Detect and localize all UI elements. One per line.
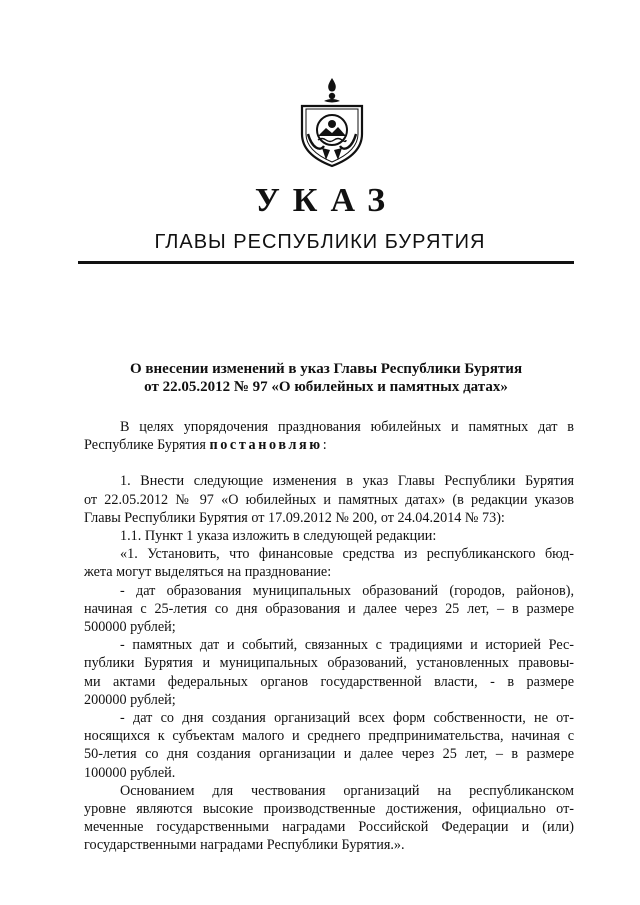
body-line: 500000 рублей;: [84, 619, 176, 636]
body-line: публики Бурятия и муниципальных образований, установленных правовы-: [84, 655, 574, 672]
body-line: государственными наградами Республики Бурятия.».: [84, 837, 405, 854]
body-line: от 22.05.2012 № 97 «О юбилейных и памятных датах» (в редакции указов: [84, 491, 574, 508]
body-line: 50-летия со дня создания организации и далее через 25 лет, – в размере: [84, 746, 574, 763]
body-line: 200000 рублей;: [84, 691, 176, 708]
body-line: - дат образования муниципальных образований (городов, районов),: [120, 582, 574, 599]
body-line: Основанием для чествования организаций на республиканском: [120, 782, 574, 799]
body-line: Республике Бурятия постановляю:: [84, 437, 327, 454]
body-line: уровне являются высокие производственные достижения, официально от-: [84, 801, 574, 818]
body-line: 1. Внести следующие изменения в указ Главы Республики Бурятия: [120, 473, 574, 490]
body-line: «1. Установить, что финансовые средства из республиканского бюд-: [120, 546, 574, 563]
body-line: ми актами федеральных органов государственной власти, - в размере: [84, 673, 574, 690]
body-line: 100000 рублей.: [84, 764, 176, 781]
body-line: жета могут выделяться на празднование:: [84, 564, 332, 581]
body-line: начиная с 25-летия со дня образования и далее через 25 лет, – в размере: [84, 600, 574, 617]
decree-heading: [78, 360, 574, 396]
heading-line: О внесении изменений в указ Главы Республики Бурятия: [129, 361, 523, 377]
body-line: носящихся к субъектам малого и среднего предпринимательства, начиная с: [84, 728, 574, 745]
body-line: В целях упорядочения празднования юбилейных и памятных дат в: [120, 419, 574, 435]
body-line: 1.1. Пункт 1 указа изложить в следующей редакции:: [120, 528, 437, 545]
issuer-subtitle: ГЛАВЫ РЕСПУБЛИКИ БУРЯТИЯ: [154, 231, 486, 253]
header-divider: [78, 261, 574, 264]
coat-of-arms-emblem: [296, 76, 368, 170]
resolution-word: постановляю: [209, 437, 323, 454]
body-line: - памятных дат и событий, связанных с традициями и историей Рес-: [120, 637, 574, 654]
body-line: - дат со дня создания организаций всех форм собственности, не от-: [120, 710, 574, 727]
body-line: меченные государственными наградами Российской Федерации и (или): [84, 819, 574, 836]
document-title: УКАЗ: [254, 182, 399, 219]
decree-body: [84, 418, 574, 855]
heading-line: от 22.05.2012 № 97 «О юбилейных и памятных датах»: [144, 379, 508, 395]
coat-of-arms-icon: [296, 76, 368, 170]
body-line: Главы Республики Бурятия от 17.09.2012 № 200, от 24.04.2014 № 73):: [84, 509, 505, 526]
